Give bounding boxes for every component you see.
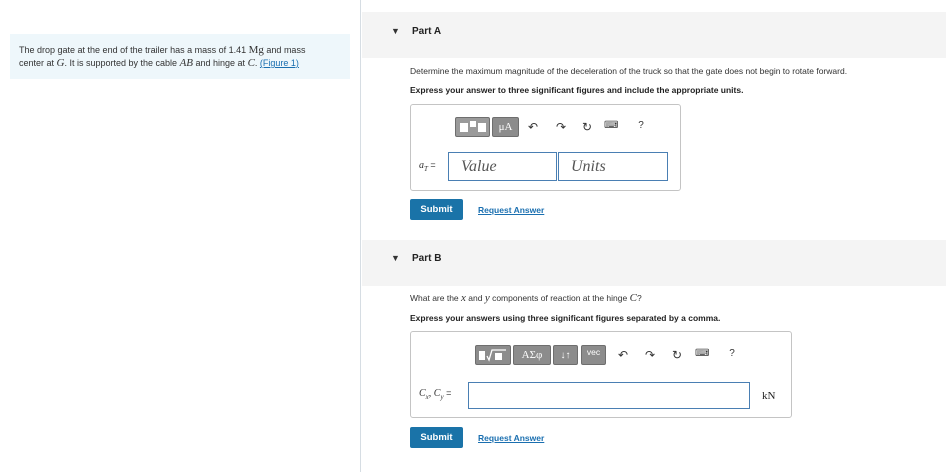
keyboard-icon[interactable]: ⌨ xyxy=(604,120,619,131)
problem-text: . It is supported by the cable xyxy=(64,58,180,68)
redo-icon[interactable]: ↷ xyxy=(555,120,567,134)
collapse-caret-icon[interactable]: ▼ xyxy=(391,26,400,36)
part-b-header[interactable] xyxy=(362,240,946,286)
figure-link[interactable]: (Figure 1) xyxy=(259,58,299,68)
up-down-arrows-icon: ↓↑ xyxy=(560,349,571,361)
units-input[interactable] xyxy=(558,152,668,181)
part-b-instruction: Express your answers using three significant figures separated by a comma. xyxy=(410,313,721,323)
var-AB: AB xyxy=(179,57,194,69)
undo-icon[interactable]: ↶ xyxy=(617,348,629,362)
redo-icon[interactable]: ↷ xyxy=(644,348,656,362)
value-placeholder: Value xyxy=(461,158,497,175)
var-G: G xyxy=(56,57,65,69)
undo-icon[interactable]: ↶ xyxy=(527,120,539,134)
part-b-title: Part B xyxy=(412,253,442,264)
a-t-label: $a_T$ = xyxy=(419,160,436,173)
part-a-question: Determine the maximum magnitude of the deceleration of the truck so that the gate does not begin to rotate forward. xyxy=(410,66,848,76)
templates-button[interactable] xyxy=(455,117,490,137)
keyboard-icon[interactable]: ⌨ xyxy=(695,348,710,359)
part-a-instruction: Express your answer to three significant figures and include the appropriate units. xyxy=(410,85,744,95)
problem-text: and hinge at xyxy=(193,58,248,68)
units-placeholder: Units xyxy=(571,158,606,175)
value-input[interactable] xyxy=(448,152,557,181)
part-a-header[interactable] xyxy=(362,12,946,58)
problem-text: and mass xyxy=(263,45,306,55)
mass-unit: Mg xyxy=(248,44,264,56)
collapse-caret-icon[interactable]: ▼ xyxy=(391,253,400,263)
part-b-question: What are the x and y components of reaction at the hinge C? xyxy=(410,292,642,304)
problem-panel xyxy=(0,0,361,472)
sqrt-template-icon xyxy=(478,348,508,362)
part-b-request-answer-link[interactable]: Request Answer xyxy=(478,433,545,443)
part-a-submit-button[interactable]: Submit xyxy=(410,199,463,220)
reset-icon[interactable]: ↻ xyxy=(671,348,683,362)
problem-text: The drop gate at the end of the trailer has a mass of 1.41 xyxy=(19,45,249,55)
units-mu-button[interactable]: μA xyxy=(492,117,519,137)
part-a-title: Part A xyxy=(412,26,442,37)
help-icon[interactable]: ? xyxy=(729,348,735,359)
greek-symbols-button[interactable]: ΑΣφ xyxy=(513,345,551,365)
problem-statement xyxy=(10,34,350,79)
part-a-request-answer-link[interactable]: Request Answer xyxy=(478,205,545,215)
help-icon[interactable]: ? xyxy=(638,120,644,131)
var-C: C xyxy=(247,57,255,69)
vector-button[interactable]: vec xyxy=(581,345,606,365)
arrows-button[interactable] xyxy=(553,345,578,365)
problem-text: . xyxy=(254,58,260,68)
part-b-answer-box xyxy=(410,331,792,418)
reset-icon[interactable]: ↻ xyxy=(581,120,593,134)
units-label: kN xyxy=(762,390,776,402)
part-b-submit-button[interactable]: Submit xyxy=(410,427,463,448)
problem-text: center at xyxy=(19,58,57,68)
templates-button[interactable] xyxy=(475,345,511,365)
cx-cy-label: $C_x$, $C_y$ = xyxy=(419,388,452,401)
template-icon xyxy=(459,120,487,134)
cx-cy-input[interactable] xyxy=(468,382,750,409)
part-a-answer-box xyxy=(410,104,681,191)
